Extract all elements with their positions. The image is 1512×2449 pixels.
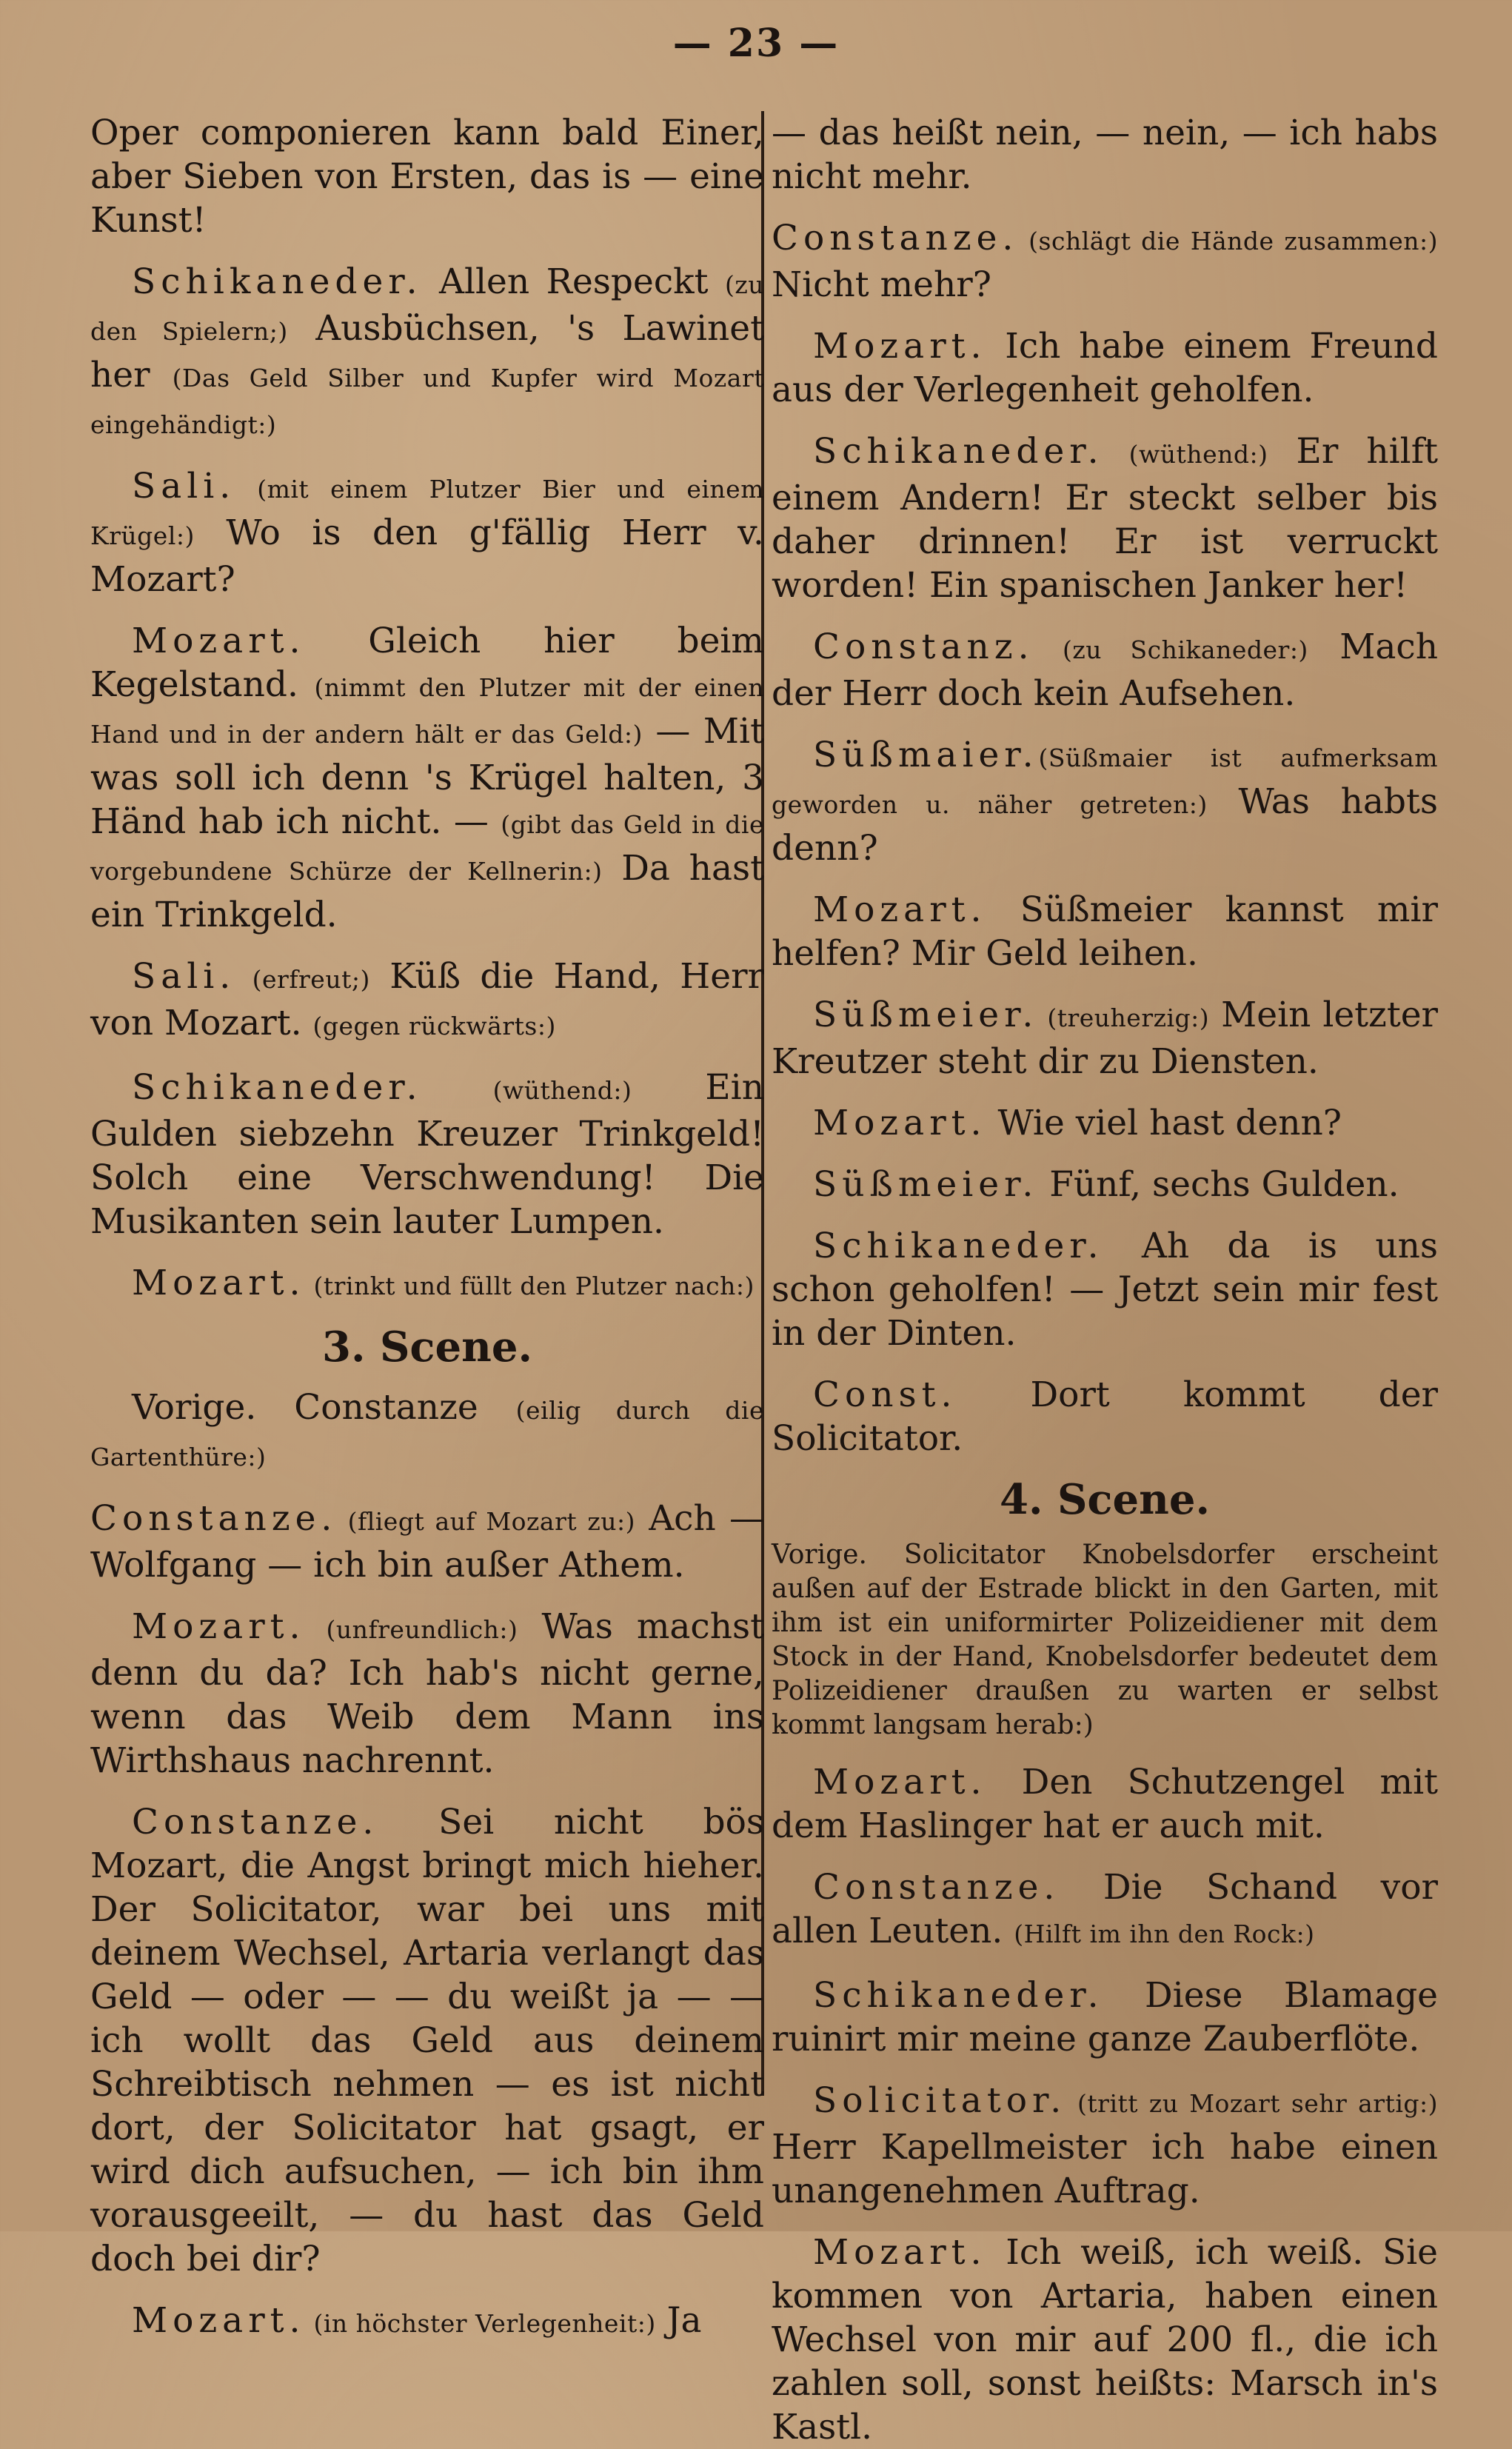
- right-block-13: Vorige. Solicitator Knobelsdorfer erscheint außen auf der Estrade blickt in den Garten, mit ihm ist ein uniformirter Polizeidiener mit dem Stock in der Hand, Knobelsdorfer bedeutet dem Polizeidiener draußen zu warten er selbst kommt langsam herab:): [772, 1540, 1438, 1740]
- left-block-5: Sali. (erfreut;) Küß die Hand, Herr von Mozart. (gegen rückwärts:): [90, 956, 764, 1043]
- left-block-3: Sali. (mit einem Plutzer Bier und einem Krügel:) Wo is den g'fällig Herr v. Mozart?: [90, 466, 764, 600]
- right-block-11: Schikaneder. Ah da is uns schon geholfen! — Jetzt sein mir fest in der Dinten.: [772, 1226, 1438, 1354]
- right-block-3: Mozart. Ich habe einem Freund aus der Verlegenheit geholfen.: [772, 326, 1438, 410]
- left-block-6: Schikaneder. (wüthend:) Ein Gulden siebzehn Kreuzer Trinkgeld! Solch eine Verschwendung! Die Musikanten sein lauter Lumpen.: [90, 1067, 764, 1242]
- left-block-1: Oper componieren kann bald Einer, aber Sieben von Ersten, das is — eine Kunst!: [90, 113, 764, 241]
- right-block-18: Mozart. Ich weiß, ich weiß. Sie kommen von Artaria, haben einen Wechsel von mir auf 200 fl., die ich zahlen soll, sonst heißts: Marsch in's Kastl.: [772, 2232, 1438, 2448]
- right-block-4: Schikaneder. (wüthend:) Er hilft einem Andern! Er steckt selber bis daher drinnen! Er ist verruckt worden! Ein spanischen Janker her!: [772, 431, 1438, 606]
- left-block-4: Mozart. Gleich hier beim Kegelstand. (nimmt den Plutzer mit der einen Hand und in der andern hält er das Geld:) — Mit was soll ich denn 's Krügel halten, 3 Händ hab ich nicht. — (gibt das Geld in die vorgebundene Schürze der Kellnerin:) Da hast ein Trinkgeld.: [90, 621, 764, 935]
- left-block-9: Constanze. (fliegt auf Mozart zu:) Ach — Wolfgang — ich bin außer Athem.: [90, 1498, 764, 1586]
- left-block-12: Mozart. (in höchster Verlegenheit:) Ja: [132, 2300, 702, 2341]
- left-column: [90, 111, 765, 2341]
- page-number: — 23 —: [672, 21, 840, 66]
- right-block-6: Süßmaier.(Süßmaier ist aufmerksam geworden u. näher getreten:) Was habts denn?: [772, 735, 1438, 869]
- right-block-16: Schikaneder. Diese Blamage ruinirt mir meine ganze Zauberflöte.: [772, 1975, 1438, 2059]
- right-block-17: Solicitator. (tritt zu Mozart sehr artig:) Herr Kapellmeister ich habe einen unangenehmen Auftrag.: [772, 2080, 1438, 2211]
- left-block-10: Mozart. (unfreundlich:) Was machst denn du da? Ich hab's nicht gerne, wenn das Weib dem Mann ins Wirthshaus nachrennt.: [90, 1606, 765, 1781]
- scene-4-title: 4. Scene.: [1000, 1475, 1210, 1524]
- right-block-10: Süßmeier. Fünf, sechs Gulden.: [813, 1164, 1399, 1205]
- right-block-5: Constanz. (zu Schikaneder:) Mach der Herr doch kein Aufsehen.: [772, 627, 1438, 714]
- right-block-9: Mozart. Wie viel hast denn?: [813, 1103, 1342, 1143]
- right-block-7: Mozart. Süßmeier kannst mir helfen? Mir Geld leihen.: [772, 889, 1438, 974]
- left-block-11: Constanze. Sei nicht bös Mozart, die Angst bringt mich hieher. Der Solicitator, war bei uns mit deinem Wechsel, Artaria verlangt das Geld — oder — — du weißt ja — — ich wollt das Geld aus deinem Schreibtisch nehmen — es ist nicht dort, der Solicitator hat gsagt, er wird dich aufsuchen, — ich bin ihm vorausgeeilt, — du hast das Geld doch bei dir?: [90, 1802, 764, 2279]
- right-block-12: Const. Dort kommt der Solicitator.: [772, 1374, 1438, 1459]
- right-block-8: Süßmeier. (treuherzig:) Mein letzter Kreutzer steht dir zu Diensten.: [772, 995, 1438, 1082]
- right-block-1: — das heißt nein, — nein, — ich habs nicht mehr.: [772, 113, 1438, 197]
- right-block-15: Constanze. Die Schand vor allen Leuten. (Hilft im ihn den Rock:): [772, 1867, 1438, 1951]
- left-block-7: Mozart. (trinkt und füllt den Plutzer nach:): [132, 1263, 755, 1303]
- left-block-2: Schikaneder. Allen Respeckt (zu den Spielern;) Ausbüchsen, 's Lawinet her (Das Geld Silber und Kupfer wird Mozart eingehändigt:): [90, 261, 764, 439]
- right-column: [772, 111, 1438, 2448]
- left-block-8: Vorige. Constanze (eilig durch die Gartenthüre:): [90, 1387, 764, 1471]
- right-block-14: Mozart. Den Schutzengel mit dem Haslinger hat er auch mit.: [772, 1762, 1438, 1846]
- right-block-2: Constanze. (schlägt die Hände zusammen:) Nicht mehr?: [772, 218, 1438, 305]
- scene-3-title: 3. Scene.: [322, 1323, 532, 1371]
